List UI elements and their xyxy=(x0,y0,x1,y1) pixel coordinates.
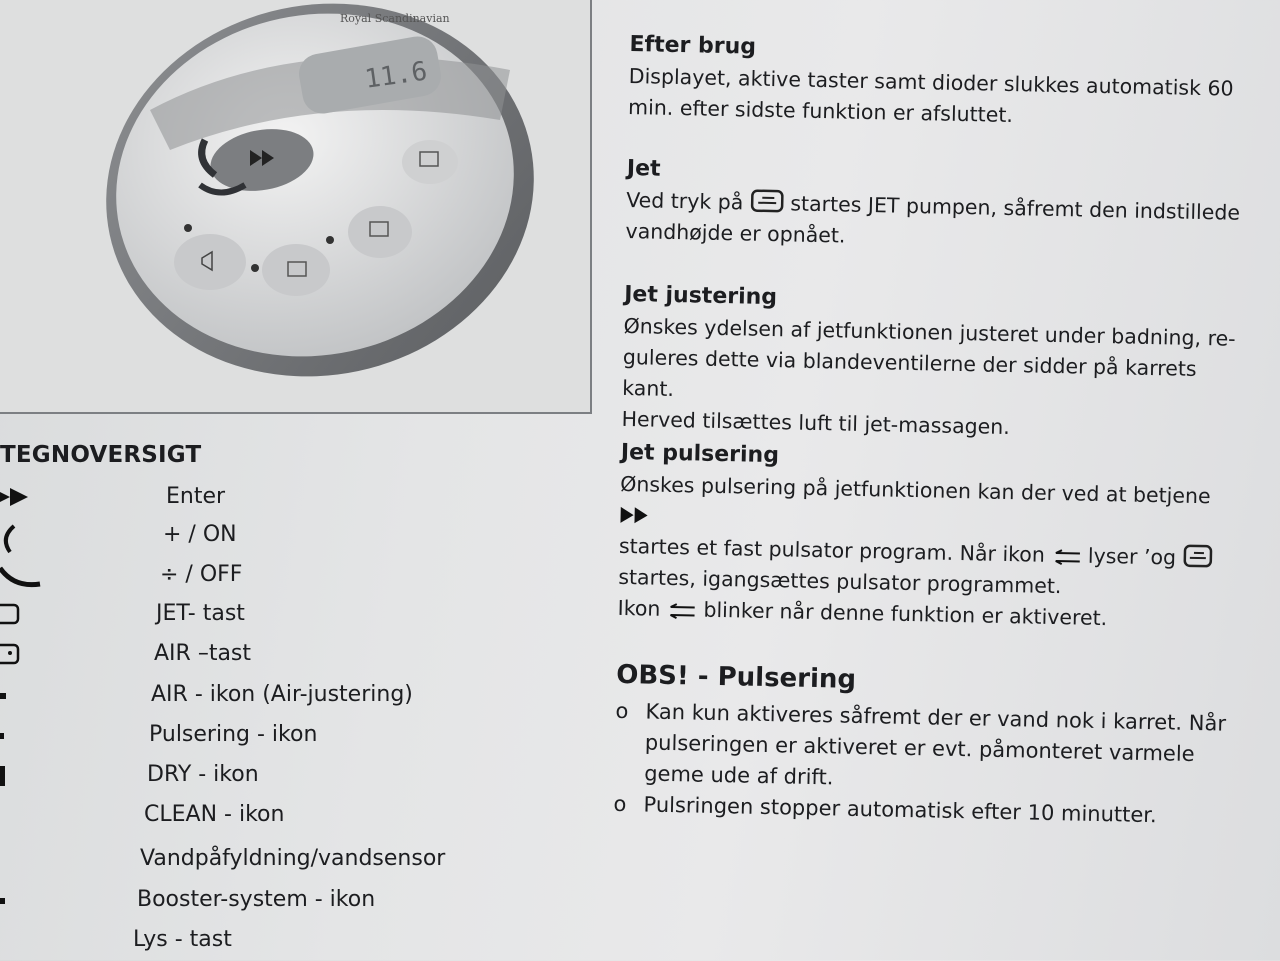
pulsering-line3: startes, igangsættes pulsator programmet. xyxy=(618,564,1062,599)
section-line: min. efter sidste funktion er afsluttet. xyxy=(627,94,1014,128)
section-title: Jet pulsering xyxy=(620,439,780,469)
pulsering-line4-b: blinker når denne funktion er aktiveret. xyxy=(703,597,1108,631)
obs-title: OBS! - Pulsering xyxy=(615,659,857,695)
legend-item-label: Lys - tast xyxy=(133,927,232,952)
legend-item xyxy=(0,682,460,716)
bullet-line: geme ude af drift. xyxy=(643,761,834,790)
light-button[interactable] xyxy=(174,234,246,290)
legend-item xyxy=(0,927,460,961)
air-indicator-icon xyxy=(0,684,10,709)
bullet-marker: o xyxy=(613,791,627,817)
section-title: Efter brug xyxy=(629,31,757,60)
jet-line2: vandhøjde er opnået. xyxy=(625,218,846,248)
air-key-icon xyxy=(0,643,22,671)
legend-item xyxy=(0,601,460,635)
legend-item xyxy=(0,802,460,836)
section-line: Displayet, aktive taster samt dioder slukkes automatisk 60 xyxy=(628,63,1234,101)
legend-item xyxy=(0,484,460,518)
jet-line1-a: Ved tryk på xyxy=(625,187,744,215)
bullet-line: Kan kun aktiveres såfremt der er vand nok i karret. Når xyxy=(645,699,1227,736)
jet-key-icon xyxy=(1182,544,1212,569)
obs-bullet xyxy=(614,696,1236,802)
jet-key-icon xyxy=(750,189,784,214)
pulsering-line2-a: startes et fast pulsator program. Når ikon xyxy=(618,533,1046,567)
section-jet xyxy=(625,156,1247,260)
pulsering-line4-a: Ikon xyxy=(617,595,661,621)
light-key-icon xyxy=(0,929,10,954)
instructions-column xyxy=(613,20,1270,828)
legend-item-label: AIR –tast xyxy=(154,641,252,666)
bullet-line: pulseringen er aktiveret er evt. påmonteret varmele xyxy=(644,730,1195,766)
double-play-icon xyxy=(619,505,649,526)
legend-item xyxy=(0,887,460,921)
section-efter-brug xyxy=(628,32,1250,136)
legend-item-label: JET- tast xyxy=(156,601,245,626)
booster-indicator-icon xyxy=(0,889,10,914)
legend-item-label: Booster-system - ikon xyxy=(137,887,376,912)
legend-item-label: Vandpåfyldning/vandsensor xyxy=(140,846,446,871)
air-button[interactable] xyxy=(348,206,412,258)
section-line: Herved tilsættes luft til jet-massagen. xyxy=(621,406,1011,440)
clean-indicator-icon xyxy=(0,804,10,829)
legend-title: TEGNOVERSIGT xyxy=(0,442,202,468)
pulse-indicator-icon xyxy=(0,724,10,749)
control-panel-svg xyxy=(0,0,590,412)
legend-item-label: Enter xyxy=(166,484,226,509)
section-jet-justering xyxy=(621,282,1244,448)
pulse-indicator-icon xyxy=(1051,549,1081,566)
panel-display-value: 11.6 xyxy=(362,56,430,95)
control-panel-illustration xyxy=(0,0,592,414)
legend-item-label: DRY - ikon xyxy=(147,762,259,787)
minus-off-arc-icon xyxy=(0,564,42,596)
legend-item xyxy=(0,522,460,556)
legend-item-label: ÷ / OFF xyxy=(160,562,243,587)
legend-item xyxy=(0,562,460,596)
pulse-indicator-icon xyxy=(667,603,697,620)
section-jet-pulsering xyxy=(617,440,1241,637)
panel-brand: Royal Scandinavian xyxy=(340,12,450,25)
plus-on-arc-icon xyxy=(0,524,20,560)
section-title: Jet justering xyxy=(623,281,778,311)
jet-key-icon xyxy=(0,603,22,631)
section-line: Ønskes ydelsen af jetfunktionen justeret under badning, re- xyxy=(623,313,1236,351)
section-title: Jet xyxy=(626,155,661,182)
pulsering-line1: Ønskes pulsering på jetfunktionen kan der ved at betjene xyxy=(620,471,1211,509)
jet-button[interactable] xyxy=(262,244,330,296)
double-play-icon xyxy=(0,486,36,514)
legend-item-label: CLEAN - ikon xyxy=(144,802,285,827)
bullet-line: Pulsringen stopper automatisk efter 10 minutter. xyxy=(643,792,1157,828)
jet-top-button[interactable] xyxy=(402,140,458,184)
legend-item xyxy=(0,846,460,880)
jet-line1-b: startes JET pumpen, såfremt den indstillede xyxy=(790,191,1241,225)
legend-item-label: Pulsering - ikon xyxy=(149,722,318,747)
pulsering-line2-b: lyser ’og xyxy=(1087,543,1177,570)
section-obs xyxy=(613,660,1236,833)
section-line: guleres dette via blandeventilerne der sidder på karrets kant. xyxy=(622,344,1197,401)
legend-item-label: AIR - ikon (Air-justering) xyxy=(151,682,413,707)
water-sensor-icon xyxy=(0,848,10,873)
bullet-marker: o xyxy=(615,698,629,724)
legend-item-label: + / ON xyxy=(163,522,237,547)
legend-item xyxy=(0,722,460,756)
dry-indicator-icon xyxy=(0,764,10,794)
legend-item xyxy=(0,762,460,796)
legend-item xyxy=(0,641,460,675)
